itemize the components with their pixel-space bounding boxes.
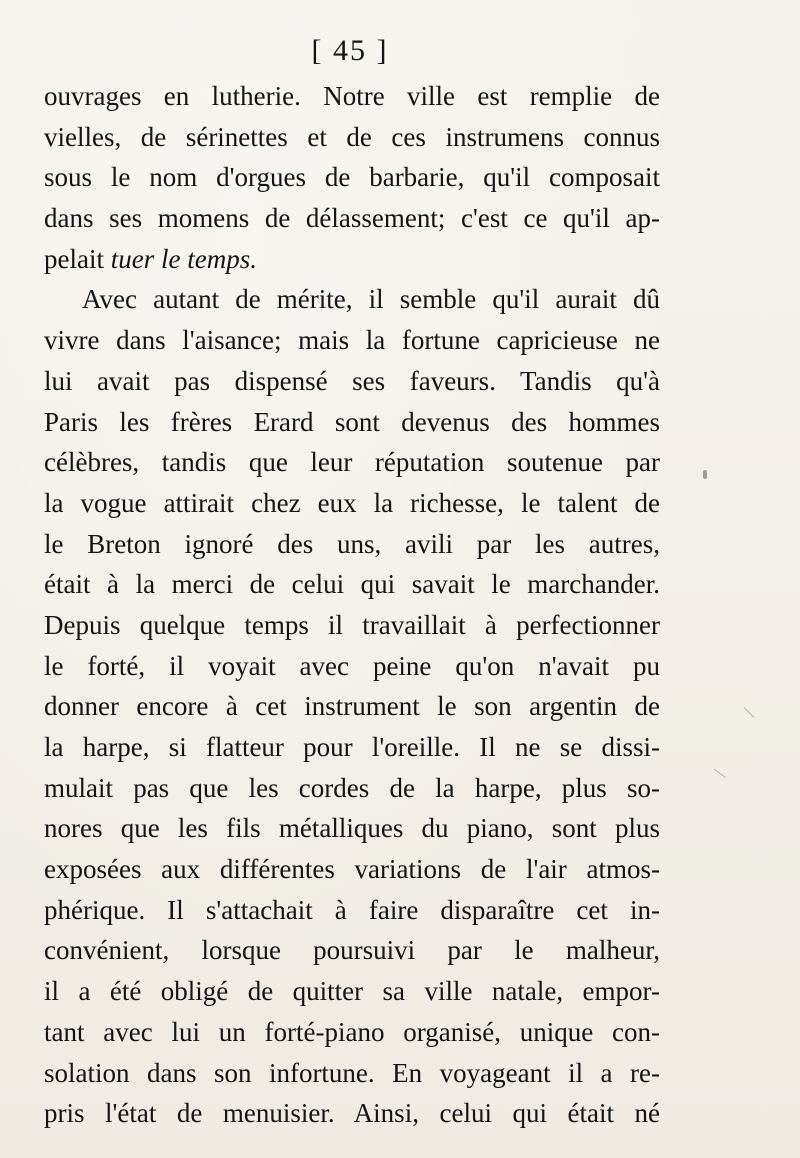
text-line — [44, 239, 660, 280]
text-line: phérique. Il s'attachait à faire disparaître cet in- — [44, 894, 660, 925]
text-line: nores que les fils métalliques du piano, sont plus — [44, 813, 660, 844]
body-text — [44, 76, 660, 1134]
italic-phrase: tuer le temps. — [110, 243, 257, 274]
text-line: la vogue attirait chez eux la richesse, le talent de — [44, 487, 660, 518]
scan-speck — [714, 769, 726, 778]
text-line: était à la merci de celui qui savait le marchander. — [44, 569, 660, 600]
text-line: Paris les frères Erard sont devenus des hommes — [44, 406, 660, 437]
text-line: Depuis quelque temps il travaillait à perfectionner — [44, 609, 660, 640]
text-line: exposées aux différentes variations de l'air atmos- — [44, 854, 660, 885]
text-line: dans ses momens de délassement; c'est ce qu'il ap- — [44, 203, 660, 234]
text-line: tant avec lui un forté-piano organisé, unique con- — [44, 1016, 660, 1047]
text-line: la harpe, si flatteur pour l'oreille. Il ne se dissi- — [44, 732, 660, 762]
text-line: il a été obligé de quitter sa ville natale, empor- — [44, 976, 660, 1007]
scan-speck — [703, 470, 707, 479]
text-line: le Breton ignoré des uns, avili par les autres, — [44, 528, 660, 559]
text-line: vivre dans l'aisance; mais la fortune capricieuse ne — [44, 325, 660, 356]
text-line: le forté, il voyait avec peine qu'on n'avait pu — [44, 650, 660, 681]
text-line: ouvrages en lutherie. Notre ville est remplie de — [44, 81, 660, 111]
text-line: sous le nom d'orgues de barbarie, qu'il composait — [44, 162, 660, 193]
page-number: [ 45 ] — [311, 34, 389, 67]
text-line: donner encore à cet instrument le son argentin de — [44, 691, 660, 722]
scan-speck — [744, 707, 755, 718]
text-line: Avec autant de mérite, il semble qu'il aurait dû — [82, 284, 660, 315]
text-line: pris l'état de menuisier. Ainsi, celui qui était né — [44, 1098, 660, 1129]
text-line: mulait pas que les cordes de la harpe, plus so- — [44, 772, 660, 803]
text-segment: pelait — [44, 243, 104, 274]
text-line: vielles, de sérinettes et de ces instrumens connus — [44, 121, 660, 152]
text-line: lui avait pas dispensé ses faveurs. Tandis qu'à — [44, 365, 660, 396]
text-line: célèbres, tandis que leur réputation soutenue par — [44, 447, 660, 478]
text-line: convénient, lorsque poursuivi par le malheur, — [44, 935, 660, 966]
text-line: solation dans son infortune. En voyageant il a re- — [44, 1057, 660, 1088]
